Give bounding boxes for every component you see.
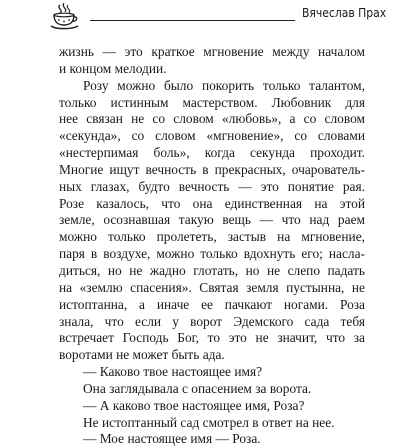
text-line: нее связан не со словом «любовь», а со словом bbox=[59, 111, 365, 127]
text-line: «нестерпимая боль», когда секунда проходит. bbox=[59, 145, 365, 161]
dialogue-line: — А каково твое настоящее имя, Роза? bbox=[83, 397, 305, 413]
running-header bbox=[0, 0, 420, 36]
header-rule bbox=[90, 20, 295, 21]
text-line: диться, но не жадно глотать, но не слепо падать bbox=[59, 262, 365, 278]
teacup-logo-icon bbox=[48, 2, 82, 32]
text-line: «секунда», со словом «мгновение», со словами bbox=[59, 128, 365, 144]
page-body-text bbox=[59, 44, 365, 448]
text-line: Розу можно было покорить только талантом, bbox=[83, 77, 365, 93]
text-line: воротами не может быть ада. bbox=[59, 347, 225, 363]
text-line: знала, что если у ворот Эдемского сада тебя bbox=[59, 313, 365, 329]
text-line: ных глазах, будто вечность — это понятие рая. bbox=[59, 178, 365, 194]
text-line: истоптанна, а иначе ее пачкают ногами. Роза bbox=[59, 296, 365, 312]
text-line: земле, осознавшая такую вещь — что над раем bbox=[59, 212, 365, 228]
dialogue-line: — Мое настоящее имя — Роза. bbox=[83, 431, 261, 447]
author-name: Вячеслав Прах bbox=[302, 6, 387, 20]
text-line: паря в воздухе, можно только вдохнуть его; насла- bbox=[59, 246, 365, 262]
text-line: жизнь — это краткое мгновение между началом bbox=[59, 44, 365, 59]
text-line: на «землю спасения». Святая земля пустынна, не bbox=[59, 279, 365, 295]
dialogue-line: — Каково твое настоящее имя? bbox=[83, 364, 263, 380]
text-line: встречает Господь Бог, то это не значит, что за bbox=[59, 330, 365, 346]
text-line: Многие ищут вечность в прекрасных, очарователь- bbox=[59, 161, 365, 177]
text-line: и концом мелодии. bbox=[59, 60, 167, 76]
text-line: можно только пролететь, застыв на мгновение, bbox=[59, 229, 365, 245]
text-line: Розе казалось, что она единственная на этой bbox=[59, 195, 365, 211]
text-line: Не истоптанный сад смотрел в ответ на нее. bbox=[83, 414, 335, 430]
text-line: только истинным мастерством. Любовник для bbox=[59, 94, 365, 110]
text-line: Она заглядывала с опасением за ворота. bbox=[83, 380, 312, 396]
